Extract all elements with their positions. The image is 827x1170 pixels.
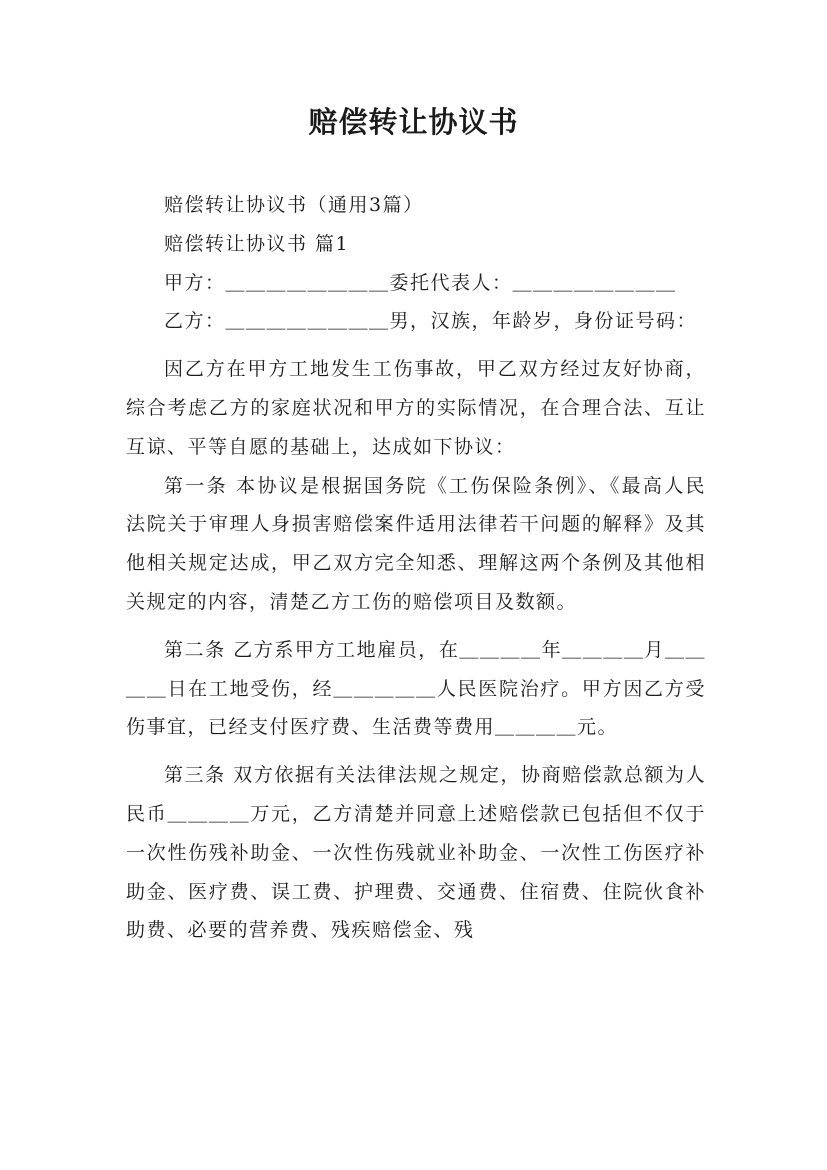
paragraph-article-2: 第二条 乙方系甲方工地雇员，在＿＿＿＿年＿＿＿＿月＿＿＿＿日在工地受伤，经＿＿＿＿＿人民医院治疗。甲方因乙方受伤事宜，已经支付医疗费、生活费等费用＿＿＿＿元。 [126, 638, 706, 739]
paragraph-party-a: 甲方：＿＿＿＿＿＿＿＿委托代表人：＿＿＿＿＿＿＿＿ [164, 271, 677, 294]
document-body [126, 186, 706, 950]
paragraph-preamble: 因乙方在甲方工地发生工伤事故，甲乙双方经过友好协商，综合考虑乙方的家庭状况和甲方的实际情况，在合理合法、互让互谅、平等自愿的基础上，达成如下协议： [126, 358, 706, 458]
paragraph-subtitle: 赔偿转让协议书（通用3篇） [164, 194, 424, 216]
paragraph-section-heading: 赔偿转让协议书 篇1 [164, 232, 350, 255]
paragraph-party-b: 乙方：＿＿＿＿＿＿＿＿男，汉族，年龄岁，身份证号码： [164, 310, 698, 333]
paragraph-article-1: 第一条 本协议是根据国务院《工伤保险条例》、《最高人民法院关于审理人身损害赔偿案件适用法律若干问题的解释》及其他相关规定达成，甲乙双方完全知悉、理解这两个条例及其他相关规定的内容，清楚乙方工伤的赔偿项目及数额。 [126, 474, 706, 613]
document-title: 赔偿转让协议书 [308, 105, 519, 139]
paragraph-article-3: 第三条 双方依据有关法律法规之规定，协商赔偿款总额为人民币＿＿＿＿万元，乙方清楚并同意上述赔偿款已包括但不仅于一次性伤残补助金、一次性伤残就业补助金、一次性工伤医疗补助金、医疗费、误工费、护理费、交通费、住宿费、住院伙食补助费、必要的营养费、残疾赔偿金、残 [126, 764, 706, 942]
